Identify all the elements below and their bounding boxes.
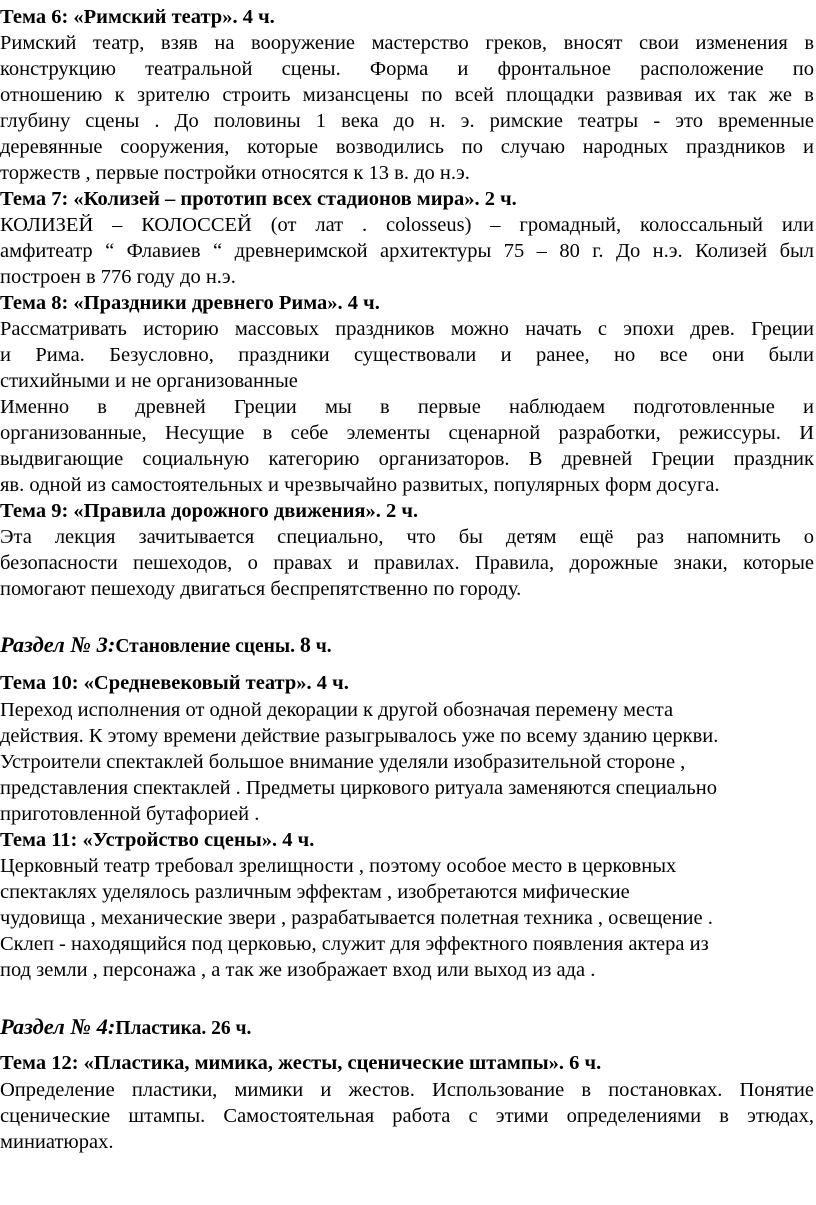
body-line: торжеств , первые постройки относятся к 13 в. до н.э. [0, 162, 470, 184]
topic-heading: Тема 6: «Римский театр». 4 ч. [0, 6, 275, 28]
body-line: построен в 776 году до н.э. [0, 266, 236, 288]
body-line: миниатюрах. [0, 1131, 114, 1153]
body-line: Переход исполнения от одной декорации к другой обозначая перемену места [0, 699, 674, 721]
body-line: организованные, Несущие в себе элементы сценарной разработки, режиссуры. И [0, 422, 814, 444]
section-hours-unit: ч. [310, 636, 332, 657]
topic-heading: Тема 7: «Колизей – прототип всех стадионов мира». 2 ч. [0, 188, 517, 210]
body-line: глубину сцены . До половины 1 века до н. э. римские театры - это временные [0, 110, 814, 132]
topic-heading: Тема 8: «Праздники древнего Рима». 4 ч. [0, 292, 380, 314]
body-line: Римский театр, взяв на вооружение мастерство греков, вносят свои изменения в [0, 32, 814, 54]
body-line: Рассматривать историю массовых праздников можно начать с эпохи древ. Греции [0, 318, 814, 340]
section-hours: 8 [299, 632, 311, 657]
section-heading [0, 1012, 251, 1042]
body-line: приготовленной бутафорией . [0, 803, 260, 825]
body-line: сценические штампы. Самостоятельная работа с этими определениями в этюдах, [0, 1105, 814, 1127]
body-line: действия. К этому времени действие разыгрывалось уже по всему зданию церкви. [0, 725, 719, 747]
body-line: выдвигающие социальную категорию организаторов. В древней Греции праздник [0, 448, 814, 470]
body-line: Церковный театр требовал зрелищности , поэтому особое место в церковных [0, 855, 677, 877]
section-title: Становление сцены. [115, 636, 300, 657]
body-line: чудовища , механические звери , разрабатывается полетная техника , освещение . [0, 907, 713, 929]
topic-heading: Тема 11: «Устройство сцены». 4 ч. [0, 829, 315, 851]
body-line: КОЛИЗЕЙ – КОЛОССЕЙ (от лат . colosseus) – громадный, колоссальный или [0, 214, 814, 236]
body-line: и Рима. Безусловно, праздники существовали и ранее, но все они были [0, 344, 814, 366]
topic-heading: Тема 12: «Пластика, мимика, жесты, сценические штампы». 6 ч. [0, 1052, 602, 1074]
section-title: Пластика. 26 ч. [115, 1018, 252, 1039]
body-line: Эта лекция зачитывается специально, что бы детям ещё раз напомнить о [0, 526, 814, 548]
section-heading [0, 630, 332, 660]
body-line: Определение пластики, мимики и жестов. Использование в постановках. Понятие [0, 1079, 814, 1101]
body-line: Склеп - находящийся под церковью, служит для эффектного появления актера из [0, 933, 709, 955]
body-line: Устроители спектаклей большое внимание уделяли изобразительной стороне , [0, 751, 686, 773]
body-line: спектаклях уделялось различным эффектам , изобретаются мифические [0, 881, 630, 903]
section-label: Раздел № 3 [0, 632, 108, 657]
body-line: Именно в древней Греции мы в первые наблюдаем подготовленные и [0, 396, 814, 418]
body-line: под земли , персонажа , а так же изображает вход или выход из ада . [0, 959, 596, 981]
body-line: отношению к зрителю строить мизансцены по всей площадки развивая их так же в [0, 84, 814, 106]
body-line: деревянные сооружения, которые возводились по случаю народных праздников и [0, 136, 814, 158]
body-line: яв. одной из самостоятельных и чрезвычайно развитых, популярных форм досуга. [0, 474, 720, 496]
body-line: представления спектаклей . Предметы циркового ритуала заменяются специально [0, 777, 717, 799]
section-colon: : [107, 632, 116, 657]
body-line: помогают пешеходу двигаться беспрепятственно по городу. [0, 578, 522, 600]
body-line: стихийными и не организованные [0, 370, 298, 392]
body-line: конструкцию театральной сцены. Форма и фронтальное расположение по [0, 58, 814, 80]
topic-heading: Тема 9: «Правила дорожного движения». 2 ч. [0, 500, 419, 522]
topic-heading: Тема 10: «Средневековый театр». 4 ч. [0, 672, 349, 694]
body-line: безопасности пешеходов, о правах и правилах. Правила, дорожные знаки, которые [0, 552, 814, 574]
section-colon: : [107, 1014, 116, 1039]
body-line: амфитеатр “ Флавиев “ древнеримской архитектуры 75 – 80 г. До н.э. Колизей был [0, 240, 814, 262]
section-label: Раздел № 4 [0, 1014, 108, 1039]
